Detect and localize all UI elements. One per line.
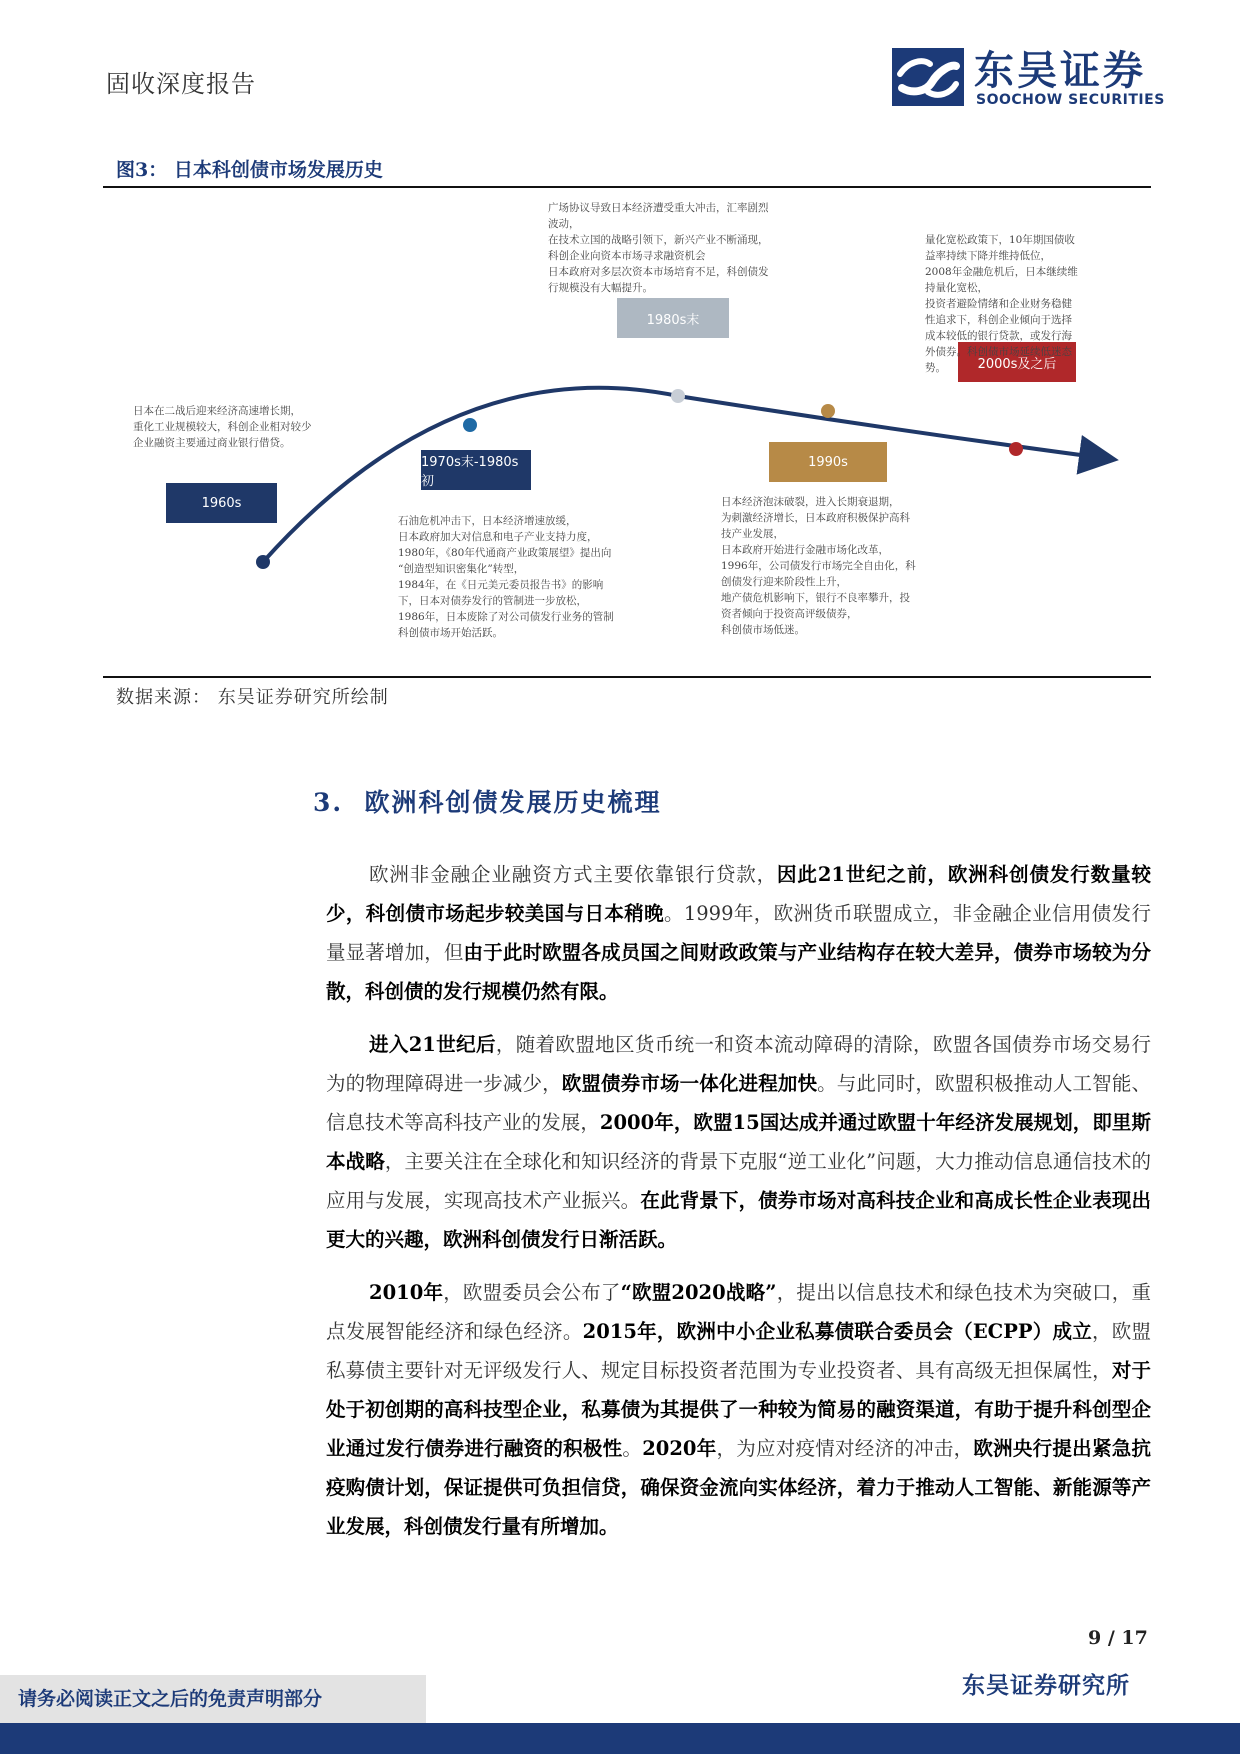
text-run: ，主要关注在全球化和知识经济的背景下克服“逆工业化”问题，大力推动信息通信技术的应用与发展，实现高技术产业振兴。 (326, 1150, 1151, 1212)
figure-caption: 图3： 日本科创债市场发展历史 (116, 159, 383, 181)
figure-source: 数据来源： 东吴证券研究所绘制 (116, 687, 389, 708)
bold-text: 2000年，欧盟15国达成并通过欧盟十年经济发展规划，即里斯本战略 (326, 1111, 1151, 1173)
timeline-point-1990s (821, 404, 835, 418)
bold-text: “欧盟2020战略” (620, 1281, 777, 1304)
note-1960s: 日本在二战后迎来经济高速增长期， 重化工业规模较大，科创企业相对较少 企业融资主要通过商业银行借贷。 (133, 405, 312, 449)
body-paragraph (326, 855, 1151, 1011)
brand-logo-icon (892, 48, 964, 106)
footer-brand: 东吴证券研究所 (962, 1672, 1130, 1699)
bottom-bar (0, 1723, 1240, 1754)
note-1970s: 石油危机冲击下，日本经济增速放缓， 日本政府加大对信息和电子产业支持力度， 1980年，《80年代通商产业政策展望》提出向 “创造型知识密集化”转型， 1984年，在《日元美元委员报告书》的影响 下，日本对债券发行的管制进一步放松， 1986年，日本废除了对公司债发行业务的管制 科创债市场开始活跃。 (398, 515, 614, 639)
bold-text: 2010年 (369, 1281, 444, 1304)
bold-text: 2015年，欧洲中小企业私募债联合委员会（ECPP）成立 (582, 1320, 1092, 1343)
note-1990s: 日本经济泡沫破裂，进入长期衰退期， 为刺激经济增长，日本政府积极保护高科 技产业发展， 日本政府开始进行金融市场化改革， 1996年，公司债发行市场完全自由化，科 创债发行迎来阶段性上升， 地产债危机影响下，银行不良率攀升，投 资者倾向于投资高评级债券， 科创债市场低迷。 (721, 496, 916, 636)
timeline-point-2000s (1009, 442, 1023, 456)
disclaimer-banner: 请务必阅读正文之后的免责声明部分 (0, 1675, 426, 1723)
bold-text: 2020年 (642, 1437, 717, 1460)
bold-text: 对于处于初创期的高科技型企业，私募债为其提供了一种较为简易的融资渠道，有助于提升科创型企业通过发行债券进行融资的积极性 (326, 1359, 1151, 1460)
era-box-1960s: 1960s (166, 483, 277, 523)
section-title: 欧洲科创债发展历史梳理 (364, 788, 662, 817)
section-number: 3. (313, 788, 344, 817)
note-1980s: 广场协议导致日本经济遭受重大冲击，汇率剧烈 波动， 在技术立国的战略引领下，新兴产业不断涌现， 科创企业向资本市场寻求融资机会 日本政府对多层次资本市场培育不足，科创债发 行规模没有大幅提升。 (548, 202, 769, 294)
bold-text: 由于此时欧盟各成员国之间财政政策与产业结构存在较大差异，债券市场较为分散，科创债的发行规模仍然有限。 (326, 941, 1151, 1003)
text-run: ，提出以信息技术和绿色技术为突破口，重点发展智能经济和绿色经济。 (326, 1281, 1151, 1343)
brand-logo (892, 48, 1165, 110)
text-run: ，欧盟私募债主要针对无评级发行人、规定目标投资者范围为专业投资者、具有高级无担保属性， (326, 1320, 1151, 1382)
figure-bottom-rule (103, 676, 1151, 678)
page-number: 9 / 17 (1088, 1627, 1148, 1649)
text-run: 。与此同时，欧盟积极推动人工智能、信息技术等高科技产业的发展， (326, 1072, 1151, 1134)
body-paragraph (326, 1273, 1151, 1546)
figure-top-rule (103, 186, 1151, 188)
timeline-point-1970s (463, 418, 477, 432)
text-run: ，为应对疫情对经济的冲击， (716, 1437, 974, 1460)
era-box-1980s: 1980s末 (617, 298, 729, 338)
brand-en: SOOCHOW SECURITIES (976, 92, 1165, 108)
era-box-2000s: 2000s及之后 (958, 342, 1076, 382)
bold-text: 进入21世纪后 (369, 1033, 496, 1056)
brand-cn: 东吴证券 (974, 48, 1146, 94)
text-run: 欧洲非金融企业融资方式主要依靠银行贷款， (369, 863, 778, 886)
body-paragraph (326, 1025, 1151, 1259)
bold-text: 欧盟债券市场一体化进程加快 (561, 1072, 818, 1095)
timeline-figure (103, 200, 1151, 670)
body-text (326, 855, 1151, 1560)
report-type: 固收深度报告 (106, 70, 256, 98)
text-run: ，随着欧盟地区货币统一和资本流动障碍的清除，欧盟各国债券市场交易行为的物理障碍进一步减少， (326, 1033, 1151, 1095)
text-run: 。 (622, 1437, 643, 1460)
text-run: ，欧盟委员会公布了 (443, 1281, 621, 1304)
bold-text: 因此21世纪之前，欧洲科创债发行数量较少，科创债市场起步较美国与日本稍晚 (326, 863, 1151, 925)
era-box-1970s: 1970s末-1980s初 (421, 450, 531, 490)
timeline-point-1980s (671, 389, 685, 403)
bold-text: 欧洲央行提出紧急抗疫购债计划，保证提供可负担信贷，确保资金流向实体经济，着力于推动人工智能、新能源等产业发展，科创债发行量有所增加。 (326, 1437, 1151, 1538)
text-run: 。1999年，欧洲货币联盟成立，非金融企业信用债发行量显著增加，但 (326, 902, 1151, 964)
timeline-point-1960s (256, 555, 270, 569)
section-heading (313, 783, 662, 819)
note-2000s: 量化宽松政策下，10年期国债收 益率持续下降并维持低位， 2008年金融危机后，日本继续维 持量化宽松， 投资者避险情绪和企业财务稳健 性追求下，科创企业倾向于选择 成本较低的银行贷款，或发行海 外债券。科创债市场延续低迷态 势。 (925, 234, 1078, 374)
era-box-1990s: 1990s (769, 442, 887, 482)
bold-text: 在此背景下，债券市场对高科技企业和高成长性企业表现出更大的兴趣，欧洲科创债发行日渐活跃。 (326, 1189, 1151, 1251)
